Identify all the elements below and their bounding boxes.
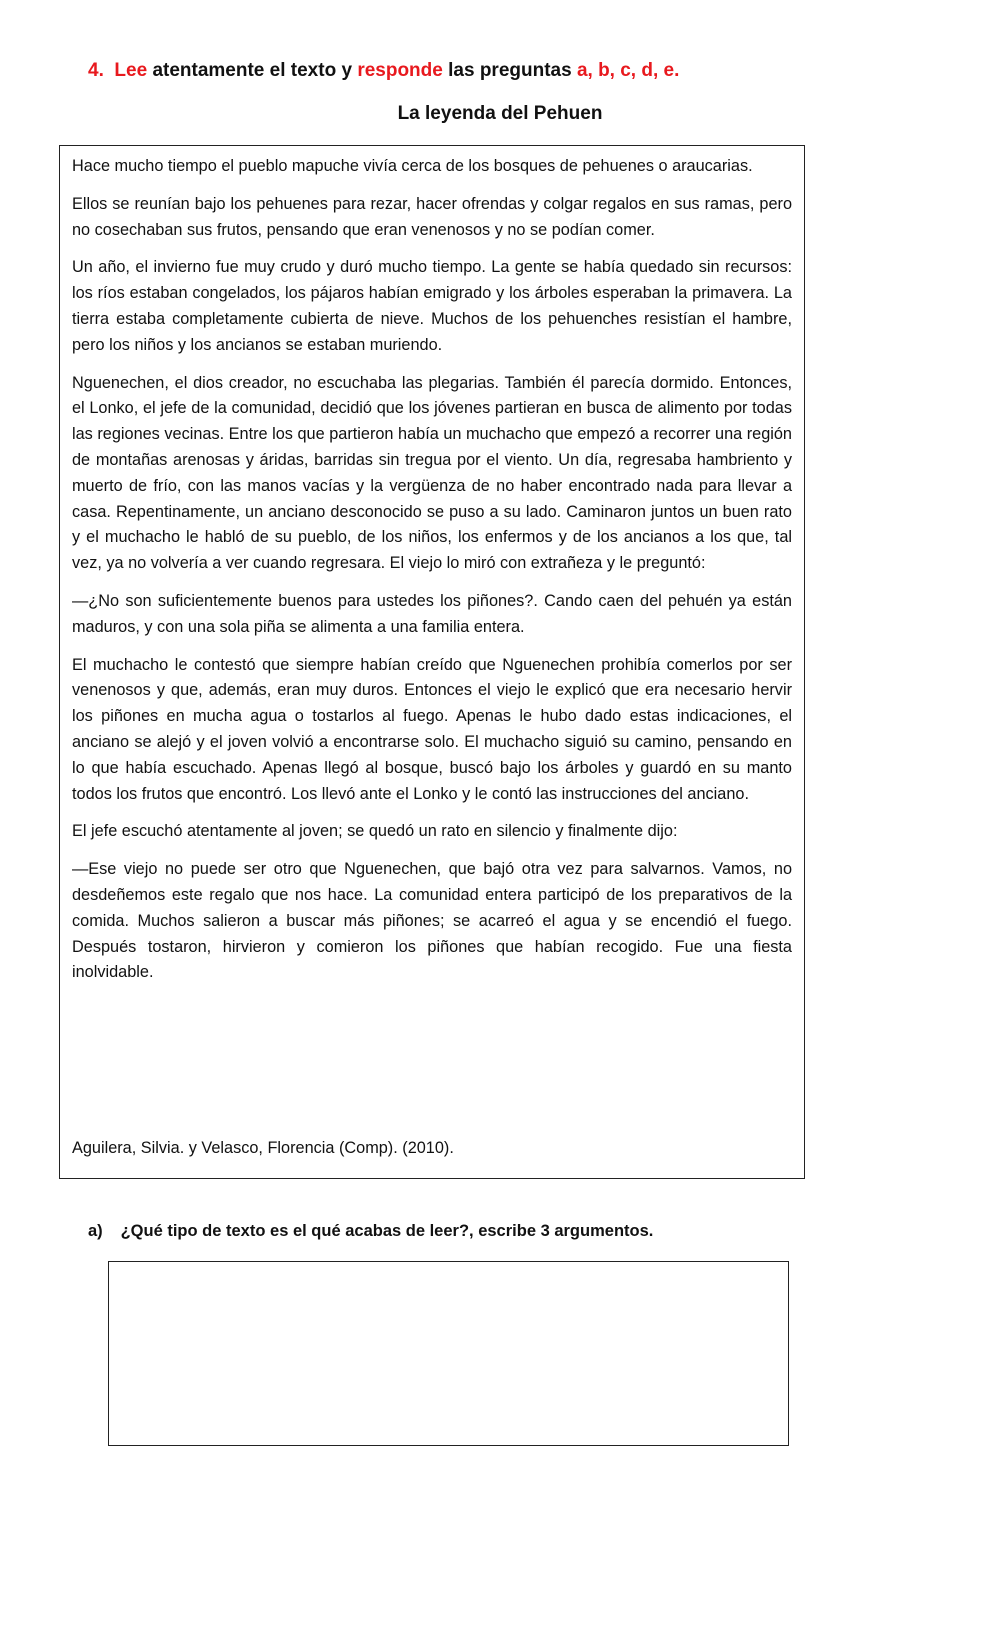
instruction-word-lee: Lee [114, 60, 148, 81]
instruction-letters: a, b, c, d, e. [576, 60, 680, 81]
answer-box[interactable] [108, 1261, 789, 1446]
story-paragraph-5: —¿No son suficientemente buenos para ustedes los piñones?. Cando caen del pehuén ya están maduros, y con una sola piña se alimenta a una familia entera. [72, 591, 792, 636]
citation: Aguilera, Silvia. y Velasco, Florencia (Comp). (2010). [72, 1139, 454, 1157]
question-a [88, 1222, 653, 1241]
story-paragraph-2: Ellos se reunían bajo los pehuenes para rezar, hacer ofrendas y colgar regalos en sus ramas, pero no cosechaban sus frutos, pensando que eran venenosos y no se podían comer. [72, 194, 792, 239]
story-paragraph-8: —Ese viejo no puede ser otro que Nguenechen, que bajó otra vez para salvarnos. Vamos, no desdeñemos este regalo que nos hace. La comunidad entera participó de los preparativos de la comida. Muchos salieron a buscar más piñones; se acarreó el agua y se encendió el fuego. Después tostaron, hirvieron y comieron los piñones que habían recogido. Fue una fiesta inolvidable. [72, 860, 792, 982]
instruction-number: 4. [88, 60, 104, 81]
instruction-heading [88, 60, 679, 82]
story-paragraph-1: Hace mucho tiempo el pueblo mapuche vivía cerca de los bosques de pehuenes o araucarias. [72, 157, 753, 175]
instruction-word-responde: responde [357, 60, 443, 81]
question-letter: a) [88, 1222, 103, 1240]
story-paragraph-7: El jefe escuchó atentamente al joven; se quedó un rato en silencio y finalmente dijo: [72, 822, 678, 841]
story-paragraph-3: Un año, el invierno fue muy crudo y duró mucho tiempo. La gente se había quedado sin recursos: los ríos estaban congelados, los pájaros habían emigrado y los árboles esperaban la primavera. La tierra estaba completamente cubierta de nieve. Muchos de los pehuenches resistían el hambre, pero los niños y los ancianos se estaban muriendo. [72, 258, 792, 354]
question-text: ¿Qué tipo de texto es el qué acabas de leer?, escribe 3 argumentos. [120, 1222, 654, 1240]
story-paragraph-4: Nguenechen, el dios creador, no escuchaba las plegarias. También él parecía dormido. Entonces, el Lonko, el jefe de la comunidad, decidió que los jóvenes partieran en busca de alimento por todas las regiones vecinas. Entre los que partieron había un muchacho que empezó a recorrer una región de montañas arenosas y áridas, barridas sin tregua por el viento. Un día, regresaba hambriento y muerto de frío, con las manos vacías y la vergüenza de no haber encontrado nada para llevar a casa. Repentinamente, un anciano desconocido se puso a su lado. Caminaron juntos un buen rato y el muchacho le habló de su pueblo, de los niños, los enfermos y de los ancianos a los que, tal vez, ya no volvería a ver cuando regresara. El viejo lo miró con extrañeza y le preguntó: [72, 373, 792, 573]
story-text-box [59, 145, 805, 1179]
story-title: La leyenda del Pehuen [397, 103, 603, 124]
story-paragraph-6: El muchacho le contestó que siempre habían creído que Nguenechen prohibía comerlos por ser venenosos y que, además, eran muy duros. Entonces el viejo le explicó que era necesario hervir los piñones en mucha agua o tostarlos al fuego. Apenas le hubo dado estas indicaciones, el anciano se alejó y el joven volvió a encontrarse solo. El muchacho siguió su camino, pensando en lo que había escuchado. Apenas llegó al bosque, buscó bajo los árboles y guardó en su manto todos los frutos que encontró. Los llevó ante el Lonko y le contó las instrucciones del anciano. [72, 655, 792, 803]
instruction-text-2: las preguntas [448, 60, 572, 81]
instruction-text-1: atentamente el texto y [152, 60, 353, 81]
